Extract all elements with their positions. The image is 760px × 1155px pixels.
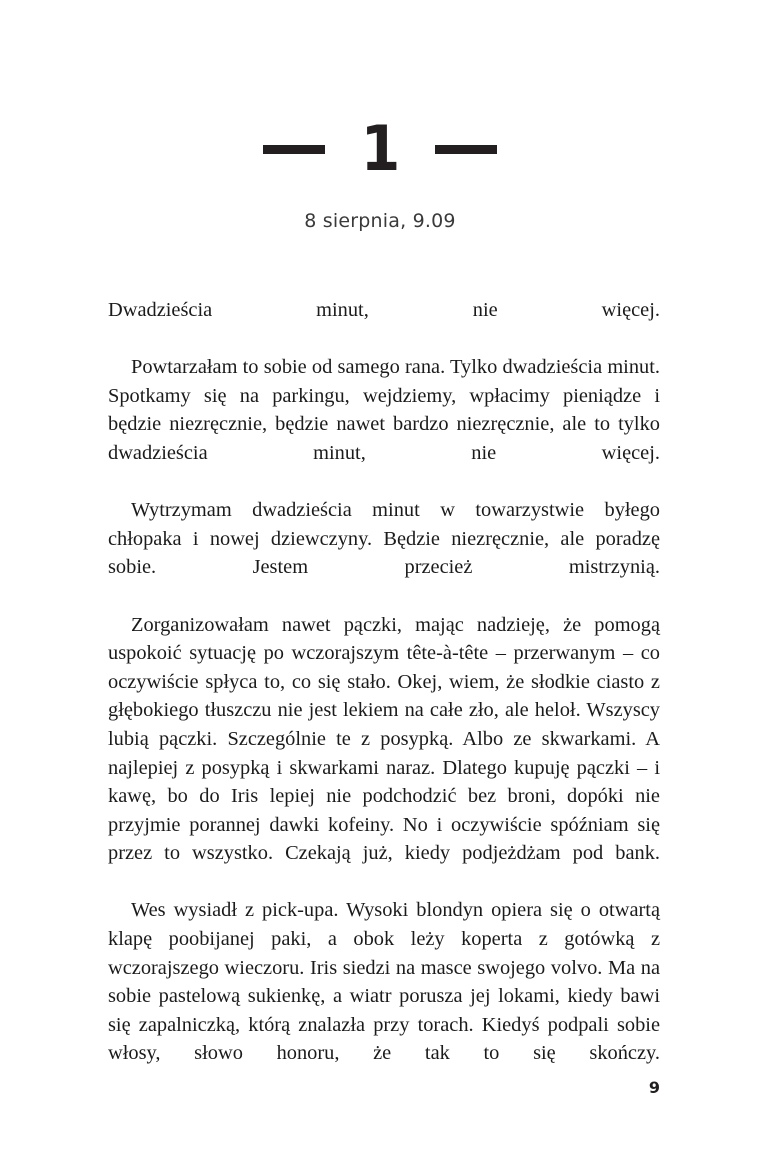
paragraph: Powtarzałam to sobie od samego rana. Tylko dwadzieścia minut. Spotkamy się na parkingu, wejdziemy, wpłacimy pieniądze i będzie niezręcznie, będzie nawet bardzo niezręcznie, ale to tylko dwadzieścia minut, nie więcej. [108,356,660,464]
chapter-header [0,112,760,185]
chapter-number: 1 [360,112,400,185]
body-text [108,296,660,1097]
paragraph: Dwadzieścia minut, nie więcej. [108,299,660,321]
page-number: 9 [648,1078,660,1097]
left-dash-icon [263,145,325,154]
paragraph: Wes wysiadł z pick-upa. Wysoki blondyn opiera się o otwartą klapę poobijanej paki, a obok leży koperta z gotówką z wczorajszego wieczoru. Iris siedzi na masce swojego volvo. Ma na sobie pastelową sukienkę, a wiatr porusza jej lokami, kiedy bawi się zapalniczką, którą znalazła przy torach. Kiedyś podpali sobie włosy, słowo honoru, że tak to się skończy. [108,899,660,1065]
paragraph: Wytrzymam dwadzieścia minut w towarzystwie byłego chłopaka i nowej dziewczyny. Będzie niezręcznie, ale poradzę sobie. Jestem przecież mistrzynią. [108,499,660,579]
chapter-date: 8 sierpnia, 9.09 [304,210,456,232]
paragraph: Zorganizowałam nawet pączki, mając nadzieję, że pomogą uspokoić sytuację po wczorajszym tête-à-tête – przerwanym – co oczywiście spłyca to, co się stało. Okej, wiem, że słodkie ciasto z głębokiego tłuszczu nie jest lekiem na całe zło, ale heloł. Wszyscy lubią pączki. Szczególnie te z posypką. Albo ze skwarkami. A najlepiej z posypką i skwarkami naraz. Dlatego kupuję pączki – i kawę, bo do Iris lepiej nie podchodzić bez broni, dopóki nie przyjmie porannej dawki kofeiny. No i oczywiście spóźniam się przez to wszystko. Czekają już, kiedy podjeżdżam pod bank. [108,613,660,865]
right-dash-icon [435,145,497,154]
